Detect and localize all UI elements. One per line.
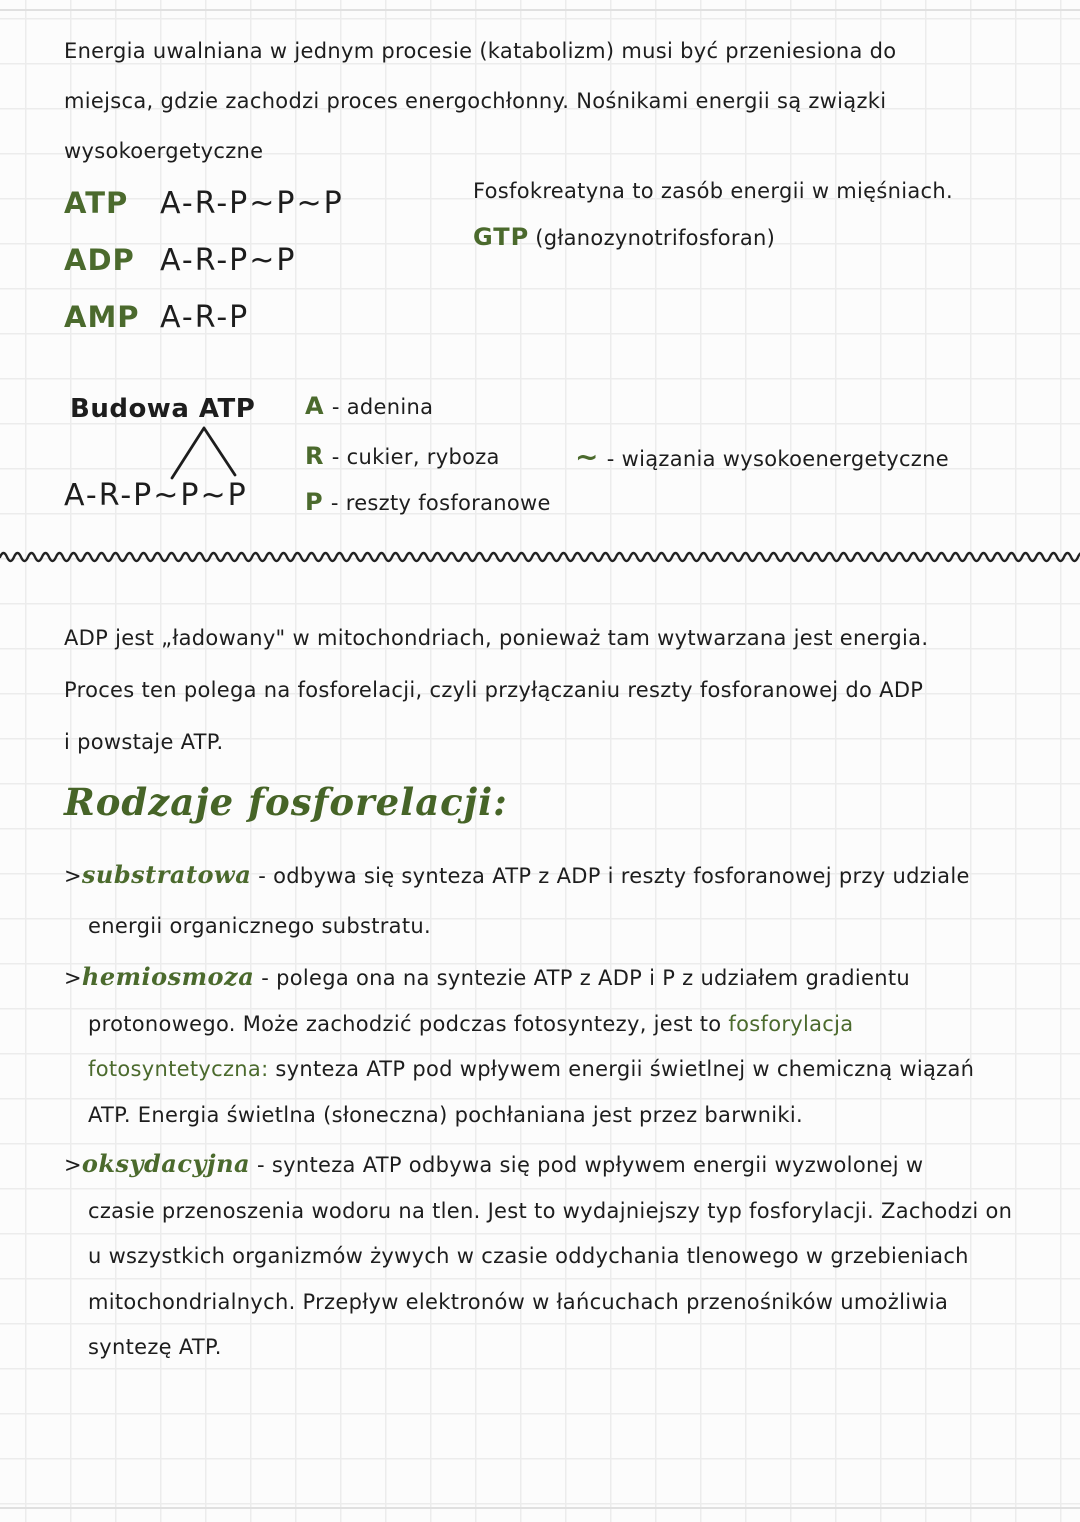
text-segment: mitochondrialnych. Przepływ elektronów w łańcuchach przenośników umożliwia [88,1289,949,1314]
intro-paragraph [64,26,1060,176]
text-segment: synteza ATP pod wpływem energii świetlnej w chemiczną wiązań [268,1057,975,1081]
nucleotide-list [64,186,344,357]
gtp-full-name: (głanozynotrifosforan) [535,226,776,250]
list-item-hemiosmoza-line [64,1002,1064,1048]
grid-major-line-bottom [0,1507,1080,1509]
text-segment: - polega ona na syntezie ATP z ADP i P z udziałem gradientu [254,966,911,990]
atp-formula: A-R-P~P~P [64,478,248,513]
bond-legend [575,440,949,473]
intro-line: Energia uwalniana w jednym procesie (katabolizm) musi być przeniesiona do [64,39,897,63]
legend-symbol: R [305,442,324,470]
text-segment: syntezę ATP. [88,1335,222,1359]
list-item-oksydacyjna-line [64,1325,1064,1371]
legend-meaning: - adenina [331,395,434,419]
highlighted-term: oksydacyjna [81,1149,251,1178]
caret-bond-mark [159,425,249,481]
list-item-hemiosmoza-line [64,954,1064,1002]
nucleotide-row-adp [64,243,344,300]
legend-meaning: - cukier, ryboza [331,445,500,469]
side-note [473,168,953,261]
section-heading: Rodzaje fosforelacji: [64,780,508,824]
adp-paragraph [64,612,1060,768]
adp-line: Proces ten polega na fosforelacji, czyli przyłączaniu reszty fosforanowej do ADP [64,678,924,702]
intro-line: wysokoergetyczne [64,139,264,163]
nucleotide-row-atp [64,186,344,243]
highlighted-term: fosforylacja [728,1011,854,1036]
nucleotide-abbr: AMP [64,300,140,334]
atp-structure-diagram [64,390,1044,540]
diagram-title: Budowa ATP [70,394,256,424]
tilde-symbol: ~ [575,440,599,473]
gtp-abbr: GTP [473,223,530,251]
text-segment: - odbywa się synteza ATP z ADP i reszty fosforanowej przy udziale [251,864,970,888]
legend-meaning: - reszty fosforanowe [330,491,551,515]
list-item-oksydacyjna-line [64,1280,1064,1326]
squiggle-divider [0,549,1080,565]
text-segment: protonowego. Może zachodzić podczas fotosyntezy, jest to [88,1011,729,1036]
legend-row-adenina [305,392,433,420]
nucleotide-formula: A-R-P~P [160,243,297,278]
bond-meaning: - wiązania wysokoenergetyczne [606,447,949,471]
nucleotide-formula: A-R-P [160,300,250,335]
fosfokreatyna-note: Fosfokreatyna to zasób energii w mięśniach. [473,179,953,203]
text-segment: czasie przenoszenia wodoru na tlen. Jest to wydajniejszy typ fosforylacji. Zachodzi on [88,1198,1013,1223]
text-segment: > [64,864,82,888]
legend-symbol: P [305,488,323,516]
intro-line: miejsca, gdzie zachodzi proces energochłonny. Nośnikami energii są związki [64,89,887,113]
list-item-hemiosmoza-line [64,1093,1064,1139]
list-item-oksydacyjna-line [64,1189,1064,1235]
list-item-oksydacyjna-line [64,1141,1064,1189]
list-item-oksydacyjna-line [64,1234,1064,1280]
text-segment: ATP. Energia świetlna (słoneczna) pochłaniana jest przez barwniki. [88,1102,803,1127]
text-segment: energii organicznego substratu. [88,914,431,938]
list-item-hemiosmoza-line [64,1047,1064,1093]
adp-line: ADP jest „ładowany" w mitochondriach, ponieważ tam wytwarzana jest energia. [64,626,929,650]
nucleotide-formula: A-R-P~P~P [160,186,344,221]
nucleotide-abbr: ADP [64,243,135,277]
grid-major-line-top [0,9,1080,11]
text-segment: > [64,1153,82,1177]
adp-line: i powstaje ATP. [64,730,224,754]
gtp-note [473,214,953,261]
highlighted-term: fotosyntetyczna: [88,1057,269,1081]
highlighted-term: hemiosmoza [81,962,255,991]
text-segment: > [64,966,82,990]
legend-row-ryboza [305,442,500,470]
legend-symbol: A [305,392,324,420]
nucleotide-row-amp [64,300,344,357]
list-item-substratowa-line [64,850,1064,901]
text-segment: u wszystkich organizmów żywych w czasie oddychania tlenowego w grzebieniach [88,1244,969,1268]
nucleotide-abbr: ATP [64,186,129,220]
highlighted-term: substratowa [81,860,252,889]
text-segment: - synteza ATP odbywa się pod wpływem energii wyzwolonej w [250,1153,924,1177]
phosphorylation-types-section [64,780,1064,1371]
list-item-substratowa-line [64,901,1064,951]
legend-row-fosforany [305,488,551,516]
